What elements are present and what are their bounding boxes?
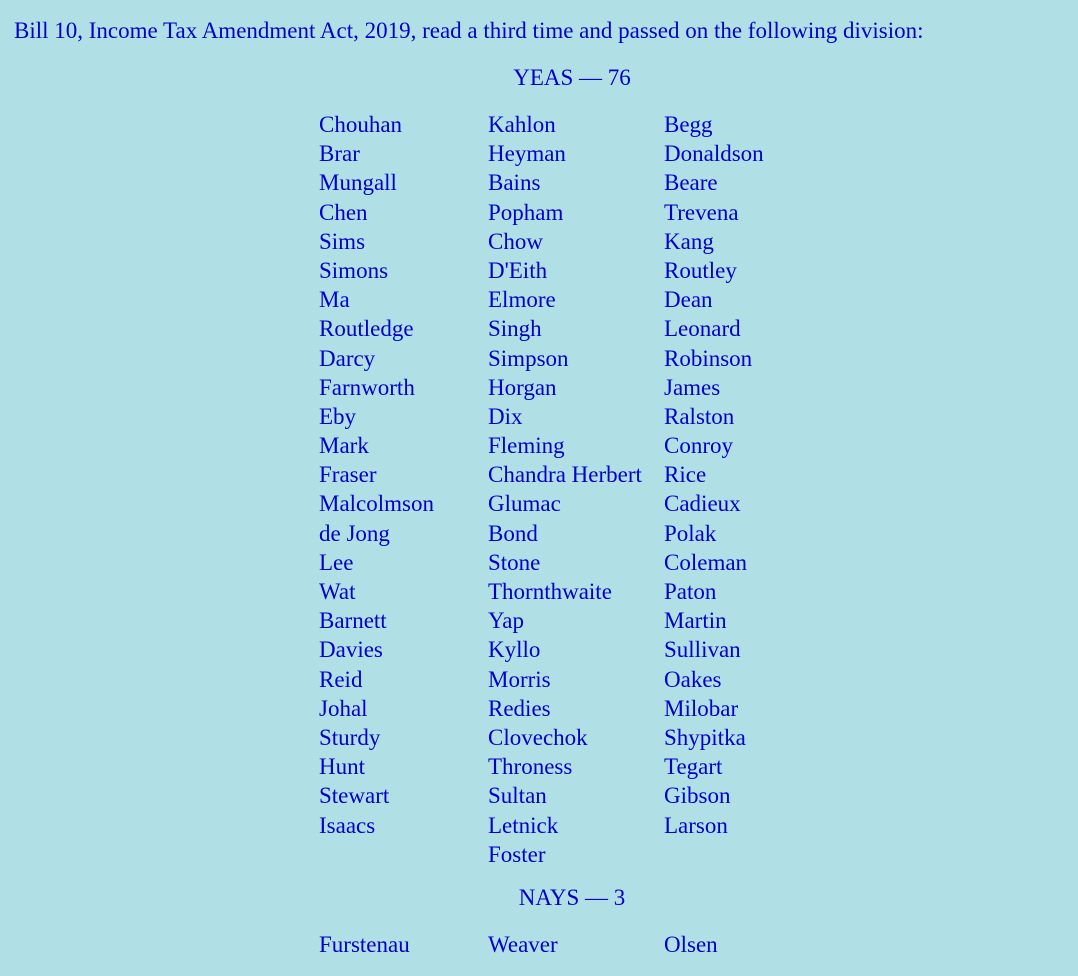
member-name: Reid: [319, 666, 363, 692]
yeas-column-2: [488, 110, 664, 869]
member-name: Foster: [488, 841, 546, 867]
member-name: Ralston: [664, 403, 735, 429]
member-name: Sultan: [488, 783, 547, 809]
member-name: Routledge: [319, 316, 414, 342]
nays-column-1: [319, 930, 488, 959]
member-name: Weaver: [488, 932, 558, 957]
member-name: Davies: [319, 637, 383, 663]
member-name: Kyllo: [488, 637, 541, 663]
member-name: Routley: [664, 257, 737, 283]
member-name: Sims: [319, 228, 366, 254]
member-name: Tegart: [664, 754, 723, 780]
member-name: Oakes: [664, 666, 722, 692]
nays-columns: [319, 930, 864, 959]
division-intro: Bill 10, Income Tax Amendment Act, 2019, read a third time and passed on the following division:: [14, 18, 924, 43]
member-name: Trevena: [664, 199, 739, 225]
member-name: Sullivan: [664, 637, 741, 663]
member-name: Paton: [664, 579, 717, 604]
member-name: Isaacs: [319, 812, 376, 838]
member-name: Simons: [319, 257, 389, 283]
member-name: Popham: [488, 199, 564, 225]
member-name: Horgan: [488, 374, 557, 400]
member-name: Kahlon: [488, 112, 556, 137]
yeas-column-1: [319, 110, 488, 869]
member-name: Dean: [664, 287, 713, 313]
member-name: Milobar: [664, 695, 739, 721]
member-name: Heyman: [488, 141, 566, 167]
member-name: Clovechok: [488, 724, 588, 750]
member-name: Begg: [664, 112, 713, 137]
member-name: Barnett: [319, 608, 387, 634]
member-name: Chouhan: [319, 112, 403, 137]
member-name: Robinson: [664, 345, 753, 371]
member-name: Darcy: [319, 345, 376, 371]
member-name: Stewart: [319, 783, 390, 809]
member-name: Redies: [488, 695, 551, 721]
member-name: Thornthwaite: [488, 579, 612, 604]
member-name: Eby: [319, 403, 357, 429]
member-name: Fraser: [319, 462, 377, 488]
member-name: Polak: [664, 520, 717, 546]
member-name: Martin: [664, 608, 727, 634]
member-name: Ma: [319, 287, 350, 313]
member-name: Kang: [664, 228, 714, 254]
member-name: Morris: [488, 666, 551, 692]
member-name: Simpson: [488, 345, 569, 371]
member-name: Mungall: [319, 170, 397, 196]
member-name: Farnworth: [319, 374, 415, 400]
member-name: Hunt: [319, 754, 365, 780]
member-name: Bains: [488, 170, 541, 196]
member-name: Shypitka: [664, 724, 746, 750]
member-name: Letnick: [488, 812, 559, 838]
member-name: Donaldson: [664, 141, 764, 167]
member-name: Beare: [664, 170, 718, 196]
member-name: de Jong: [319, 520, 390, 546]
member-name: Johal: [319, 695, 368, 721]
member-name: Chow: [488, 228, 543, 254]
member-name: Throness: [488, 754, 573, 780]
yeas-columns: [319, 110, 864, 869]
member-name: Rice: [664, 462, 707, 488]
member-name: Yap: [488, 608, 525, 634]
member-name: Leonard: [664, 316, 741, 342]
member-name: Conroy: [664, 433, 733, 459]
member-name: Elmore: [488, 287, 556, 313]
nays-heading: NAYS — 3: [518, 885, 626, 910]
member-name: Gibson: [664, 783, 731, 809]
member-name: Glumac: [488, 491, 561, 517]
yeas-heading: YEAS — 76: [513, 65, 631, 90]
member-name: Malcolmson: [319, 491, 434, 517]
member-name: Dix: [488, 403, 523, 429]
member-name: Brar: [319, 141, 360, 167]
member-name: Bond: [488, 520, 538, 546]
member-name: James: [664, 374, 721, 400]
member-name: Mark: [319, 433, 369, 459]
member-name: Sturdy: [319, 724, 381, 750]
member-name: Cadieux: [664, 491, 741, 517]
member-name: D'Eith: [488, 257, 548, 283]
member-name: Larson: [664, 812, 728, 838]
member-name: Chen: [319, 199, 368, 225]
member-name: Chandra Herbert: [488, 462, 642, 488]
member-name: Stone: [488, 549, 541, 575]
member-name: Lee: [319, 549, 354, 575]
nays-column-3: [664, 930, 864, 959]
member-name: Olsen: [664, 932, 718, 957]
member-name: Wat: [319, 579, 356, 604]
member-name: Furstenau: [319, 932, 410, 957]
member-name: Coleman: [664, 549, 748, 575]
member-name: Fleming: [488, 433, 565, 459]
nays-column-2: [488, 930, 664, 959]
member-name: Singh: [488, 316, 542, 342]
yeas-column-3: [664, 110, 864, 869]
